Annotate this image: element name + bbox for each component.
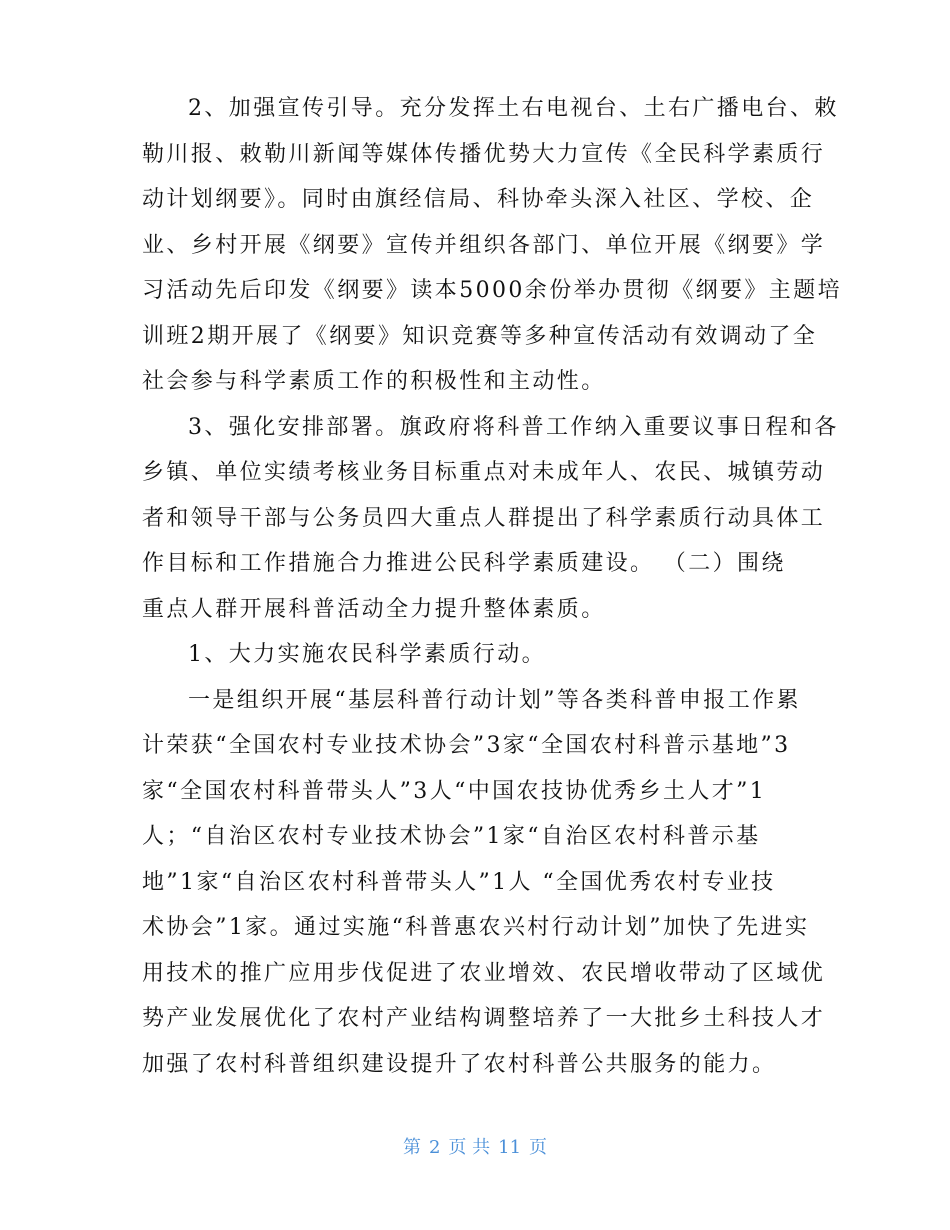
text-line: 地”1家“自治区农村科普带头人”1人 “全国优秀农村专业技	[142, 869, 776, 895]
text-line: 者和领导干部与公务员四大重点人群提出了科学素质行动具体工	[142, 505, 826, 531]
footer-prefix: 第	[402, 1137, 421, 1158]
text-line: 作目标和工作措施合力推进公民科学素质建设。 （二）围绕	[142, 551, 786, 576]
text-line: 业、乡村开展《纲要》宣传并组织各部门、单位开展《纲要》学	[142, 232, 826, 258]
text-line: 势产业发展优化了农村产业结构调整培养了一大批乡土科技人才	[142, 1006, 826, 1031]
text-line: 3、强化安排部署。旗政府将科普工作纳入重要议事日程和各	[188, 414, 839, 440]
text-line: 动计划纲要》。同时由旗经信局、科协牵头深入社区、学校、企	[142, 187, 815, 212]
footer-total-pages: 11	[498, 1137, 522, 1158]
text-line: 习活动先后印发《纲要》读本5000余份举办贯彻《纲要》主题培	[142, 278, 842, 303]
document-body	[142, 86, 842, 1087]
text-line: 勒川报、敕勒川新闻等媒体传播优势大力宣传《全民科学素质行	[142, 141, 826, 167]
footer-suffix: 页	[529, 1137, 548, 1158]
text-line: 乡镇、单位实绩考核业务目标重点对未成年人、农民、城镇劳动	[142, 460, 826, 485]
page-footer	[0, 1133, 950, 1159]
text-line: 用技术的推广应用步伐促进了农业增效、农民增收带动了区域优	[142, 960, 826, 986]
text-line: 人；“自治区农村专业技术协会”1家“自治区农村科普示基	[142, 824, 761, 849]
text-line: 2、加强宣传引导。充分发挥土右电视台、土右广播电台、敕	[188, 96, 839, 121]
text-line: 重点人群开展科普活动全力提升整体素质。	[142, 596, 606, 622]
text-line: 家“全国农村科普带头人”3人“中国农技协优秀乡土人才”1	[142, 778, 767, 804]
text-line: 计荣获“全国农村专业技术协会”3家“全国农村科普示基地”3	[142, 733, 791, 758]
text-line: 1、大力实施农民科学素质行动。	[188, 642, 546, 667]
footer-middle: 页 共	[448, 1137, 491, 1158]
text-line: 加强了农村科普组织建设提升了农村科普公共服务的能力。	[142, 1051, 777, 1077]
text-line: 社会参与科学素质工作的积极性和主动性。	[142, 369, 606, 394]
text-line: 一是组织开展“基层科普行动计划”等各类科普申报工作累	[188, 687, 801, 713]
text-line: 术协会”1家。通过实施“科普惠农兴村行动计划”加快了先进实	[142, 915, 810, 940]
text-line: 训班2期开展了《纲要》知识竞赛等多种宣传活动有效调动了全	[142, 323, 818, 349]
footer-current-page: 2	[428, 1137, 441, 1158]
